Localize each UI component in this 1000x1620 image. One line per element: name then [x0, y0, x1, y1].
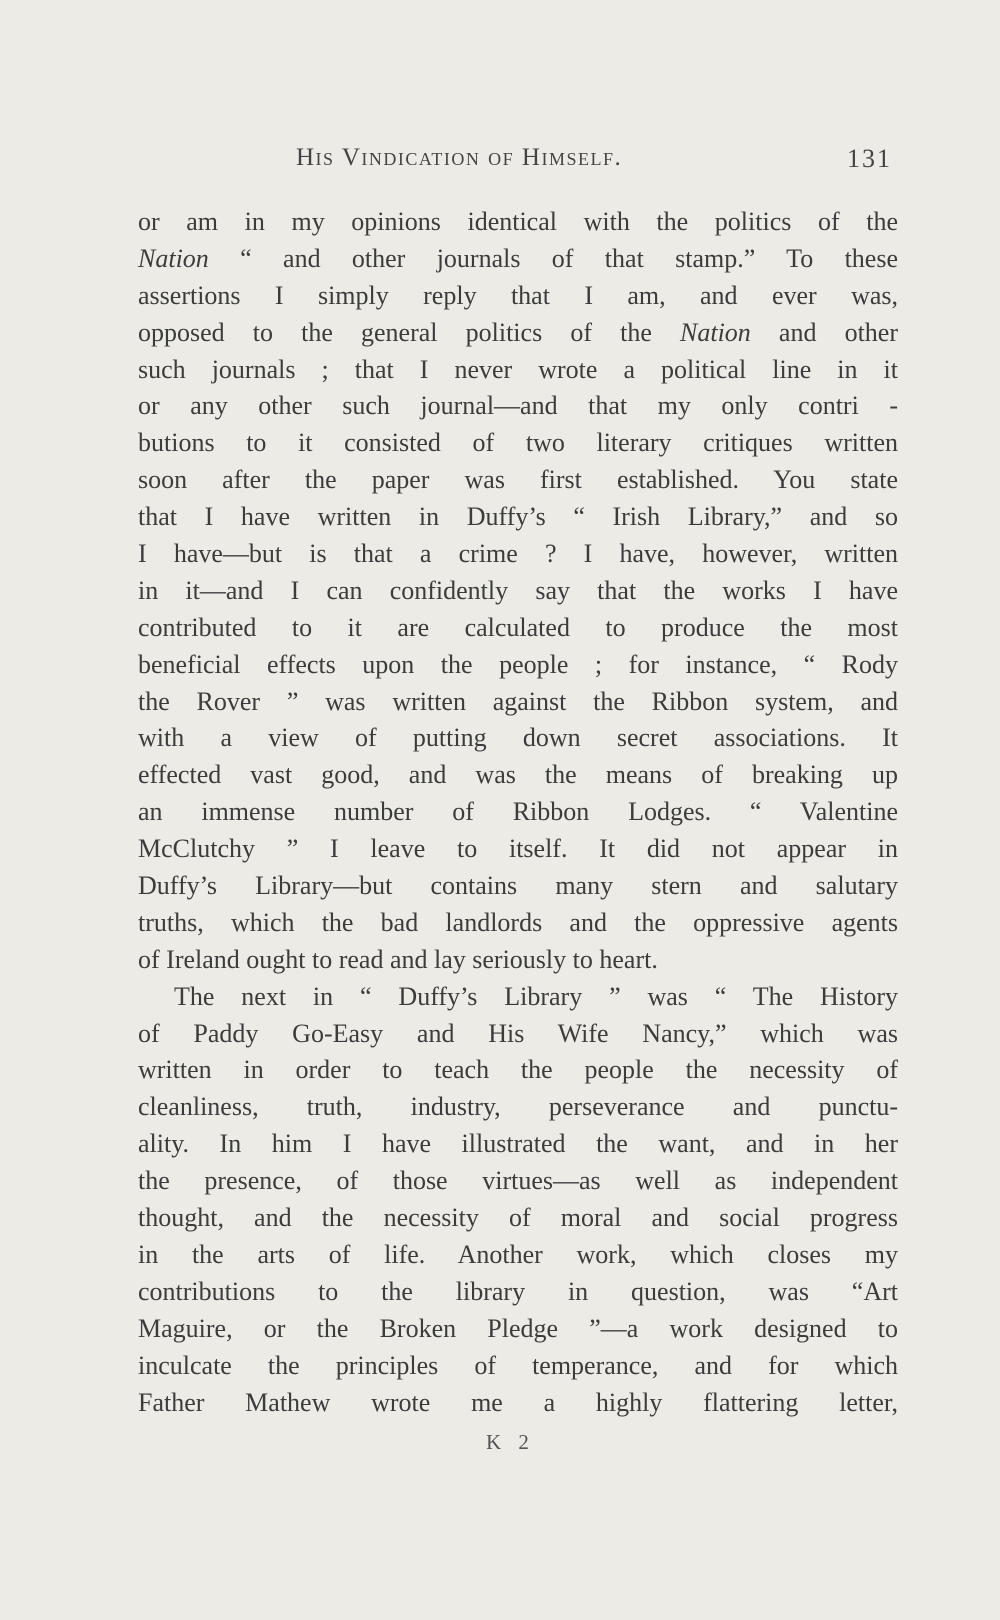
- text-line: butions to it consisted of two literary critiques written: [138, 428, 898, 458]
- text-line: with a view of putting down secret associations. It: [138, 723, 898, 753]
- text-line: Father Mathew wrote me a highly flattering letter,: [138, 1387, 898, 1417]
- text-line: effected vast good, and was the means of breaking up: [138, 760, 898, 790]
- text-line: an immense number of Ribbon Lodges. “ Valentine: [138, 797, 898, 827]
- text-line: McClutchy ” I leave to itself. It did not appear in: [138, 834, 898, 864]
- signature-mark: K 2: [486, 1430, 535, 1454]
- text-line: contributions to the library in question, was “Art: [138, 1276, 898, 1306]
- periodical-title: Nation: [680, 317, 751, 347]
- text-line: contributed to it are calculated to produce the most: [138, 612, 898, 642]
- text-line: in the arts of life. Another work, which closes my: [138, 1239, 898, 1269]
- text-line: Maguire, or the Broken Pledge ”—a work designed to: [138, 1313, 898, 1343]
- periodical-title: Nation: [138, 243, 209, 273]
- text-line: the Rover ” was written against the Ribbon system, and: [138, 686, 898, 716]
- text-line: written in order to teach the people the necessity of: [138, 1055, 898, 1085]
- paragraph-start-line: The next in “ Duffy’s Library ” was “ The History: [174, 981, 898, 1011]
- paragraph-end-line: of Ireland ought to read and lay seriously to heart.: [138, 944, 658, 974]
- text-line: thought, and the necessity of moral and social progress: [138, 1203, 898, 1233]
- text-line: in it—and I can confidently say that the works I have: [138, 575, 898, 605]
- running-head: [0, 144, 1000, 180]
- page-number: 131: [847, 144, 892, 173]
- text-line: inculcate the principles of temperance, and for which: [138, 1350, 898, 1380]
- text-line: cleanliness, truth, industry, perseverance and punctu-: [138, 1092, 898, 1122]
- text-line: such journals ; that I never wrote a political line in it: [138, 354, 898, 384]
- text-line: Duffy’s Library—but contains many stern and salutary: [138, 871, 898, 901]
- text-line: or am in my opinions identical with the politics of the: [138, 207, 898, 236]
- text-line: soon after the paper was first established. You state: [138, 465, 898, 495]
- text-line: assertions I simply reply that I am, and ever was,: [138, 280, 898, 310]
- text-line: or any other such journal—and that my only contri -: [138, 391, 898, 421]
- text-line: ality. In him I have illustrated the want, and in her: [138, 1129, 898, 1159]
- running-title: His Vindication of Himself.: [296, 144, 623, 171]
- text-line: I have—but is that a crime ? I have, however, written: [138, 539, 898, 569]
- text-line: truths, which the bad landlords and the oppressive agents: [138, 907, 898, 937]
- text-line: the presence, of those virtues—as well as independent: [138, 1166, 898, 1196]
- text-line: of Paddy Go-Easy and His Wife Nancy,” which was: [138, 1018, 898, 1048]
- text-line: beneficial effects upon the people ; for instance, “ Rody: [138, 649, 898, 679]
- text-line: opposed to the general politics of the Nation and other: [138, 317, 899, 347]
- body-text: [138, 204, 898, 1421]
- text-line: that I have written in Duffy’s “ Irish Library,” and so: [138, 502, 898, 532]
- text-line: Nation “ and other journals of that stamp.” To these: [138, 243, 898, 273]
